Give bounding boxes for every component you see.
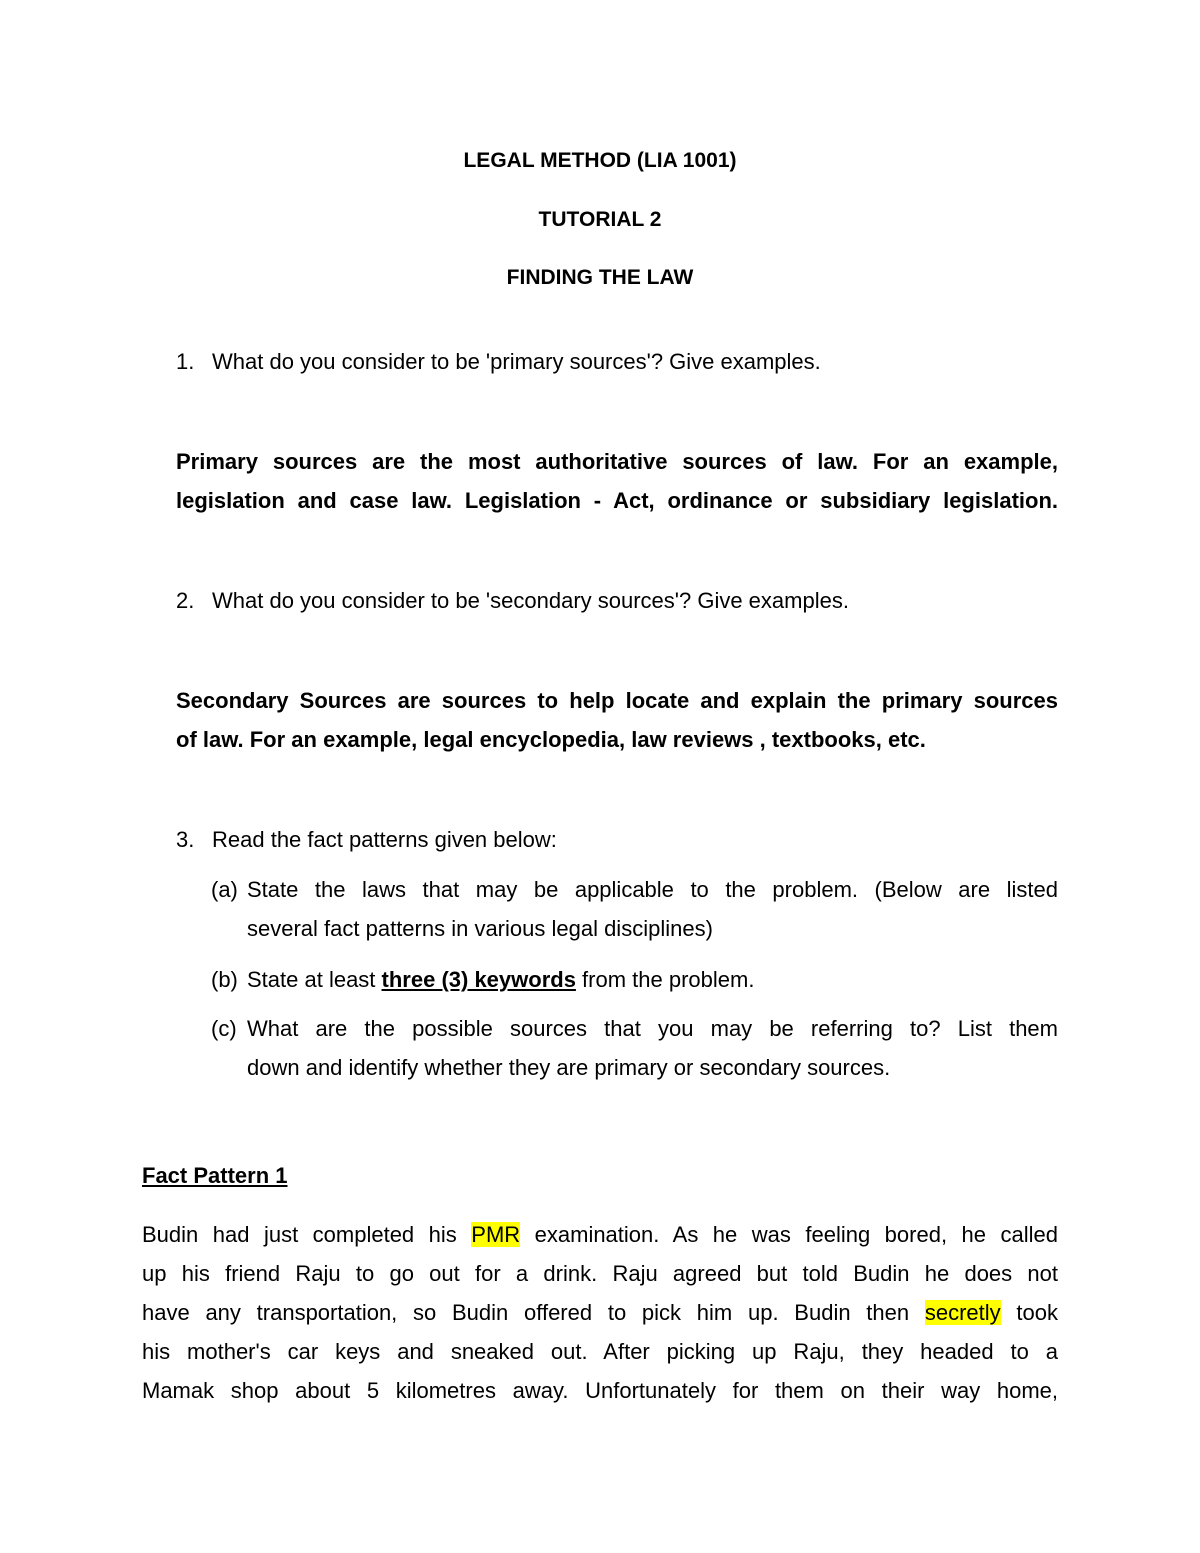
sub-item-c-text bbox=[247, 1009, 1058, 1087]
sub-item-c-line-1: What are the possible sources that you may be referring to? List them bbox=[247, 1016, 1058, 1041]
fact-line-1-after: examination. As he was feeling bored, he called bbox=[520, 1222, 1058, 1247]
answer-1 bbox=[176, 442, 1058, 520]
course-title: LEGAL METHOD (LIA 1001) bbox=[463, 149, 737, 172]
answer-1-line-2: legislation and case law. Legislation - Act, ordinance or subsidiary legislation. bbox=[176, 488, 1058, 513]
fact-line-3-before: have any transportation, so Budin offered to pick him up. Budin then bbox=[142, 1300, 925, 1325]
sub-item-b-line bbox=[247, 960, 1058, 999]
question-1-number: 1. bbox=[176, 349, 195, 374]
answer-2 bbox=[176, 681, 1058, 759]
fact-line-4: his mother's car keys and sneaked out. After picking up Raju, they headed to a bbox=[142, 1339, 1058, 1364]
sub-item-b-before: State at least bbox=[247, 967, 382, 992]
fact-line-1-before: Budin had just completed his bbox=[142, 1222, 472, 1247]
question-3-number: 3. bbox=[176, 827, 195, 852]
question-3-text: Read the fact patterns given below: bbox=[212, 827, 557, 852]
keywords-emphasis: three (3) keywords bbox=[381, 967, 576, 992]
answer-2-line-1: Secondary Sources are sources to help locate and explain the primary sources bbox=[176, 688, 1058, 713]
sub-item-b-text bbox=[247, 960, 1058, 999]
answer-1-line-1: Primary sources are the most authoritative sources of law. For an example, bbox=[176, 449, 1058, 474]
question-1-text: What do you consider to be 'primary sources'? Give examples. bbox=[212, 349, 821, 374]
fact-pattern-heading: Fact Pattern 1 bbox=[142, 1163, 288, 1188]
sub-item-a-line-1: State the laws that may be applicable to the problem. (Below are listed bbox=[247, 877, 1058, 902]
fact-line-3 bbox=[142, 1293, 1058, 1332]
sub-item-b-after: from the problem. bbox=[575, 967, 755, 992]
answer-2-line-2: of law. For an example, legal encyclopedia, law reviews , textbooks, etc. bbox=[176, 727, 926, 752]
sub-item-a-label: (a) bbox=[211, 877, 238, 902]
sub-item-c-label: (c) bbox=[211, 1016, 237, 1041]
fact-line-1 bbox=[142, 1215, 1058, 1254]
sub-item-a-text bbox=[247, 870, 1058, 948]
sub-item-c-line-2: down and identify whether they are primary or secondary sources. bbox=[247, 1055, 891, 1080]
question-2-text: What do you consider to be 'secondary sources'? Give examples. bbox=[212, 588, 849, 613]
tutorial-title: TUTORIAL 2 bbox=[538, 208, 662, 231]
fact-pattern-body bbox=[142, 1215, 1058, 1410]
sub-item-b-label: (b) bbox=[211, 967, 238, 992]
fact-line-3-after: took bbox=[1000, 1300, 1058, 1325]
highlight-pmr: PMR bbox=[471, 1222, 521, 1247]
sub-item-a-line-2: several fact patterns in various legal disciplines) bbox=[247, 916, 713, 941]
fact-line-5: Mamak shop about 5 kilometres away. Unfortunately for them on their way home, bbox=[142, 1378, 1058, 1403]
question-2-number: 2. bbox=[176, 588, 195, 613]
fact-line-2: up his friend Raju to go out for a drink. Raju agreed but told Budin he does not bbox=[142, 1261, 1058, 1286]
topic-title: FINDING THE LAW bbox=[506, 266, 694, 289]
highlight-secretly: secretly bbox=[924, 1300, 1001, 1325]
